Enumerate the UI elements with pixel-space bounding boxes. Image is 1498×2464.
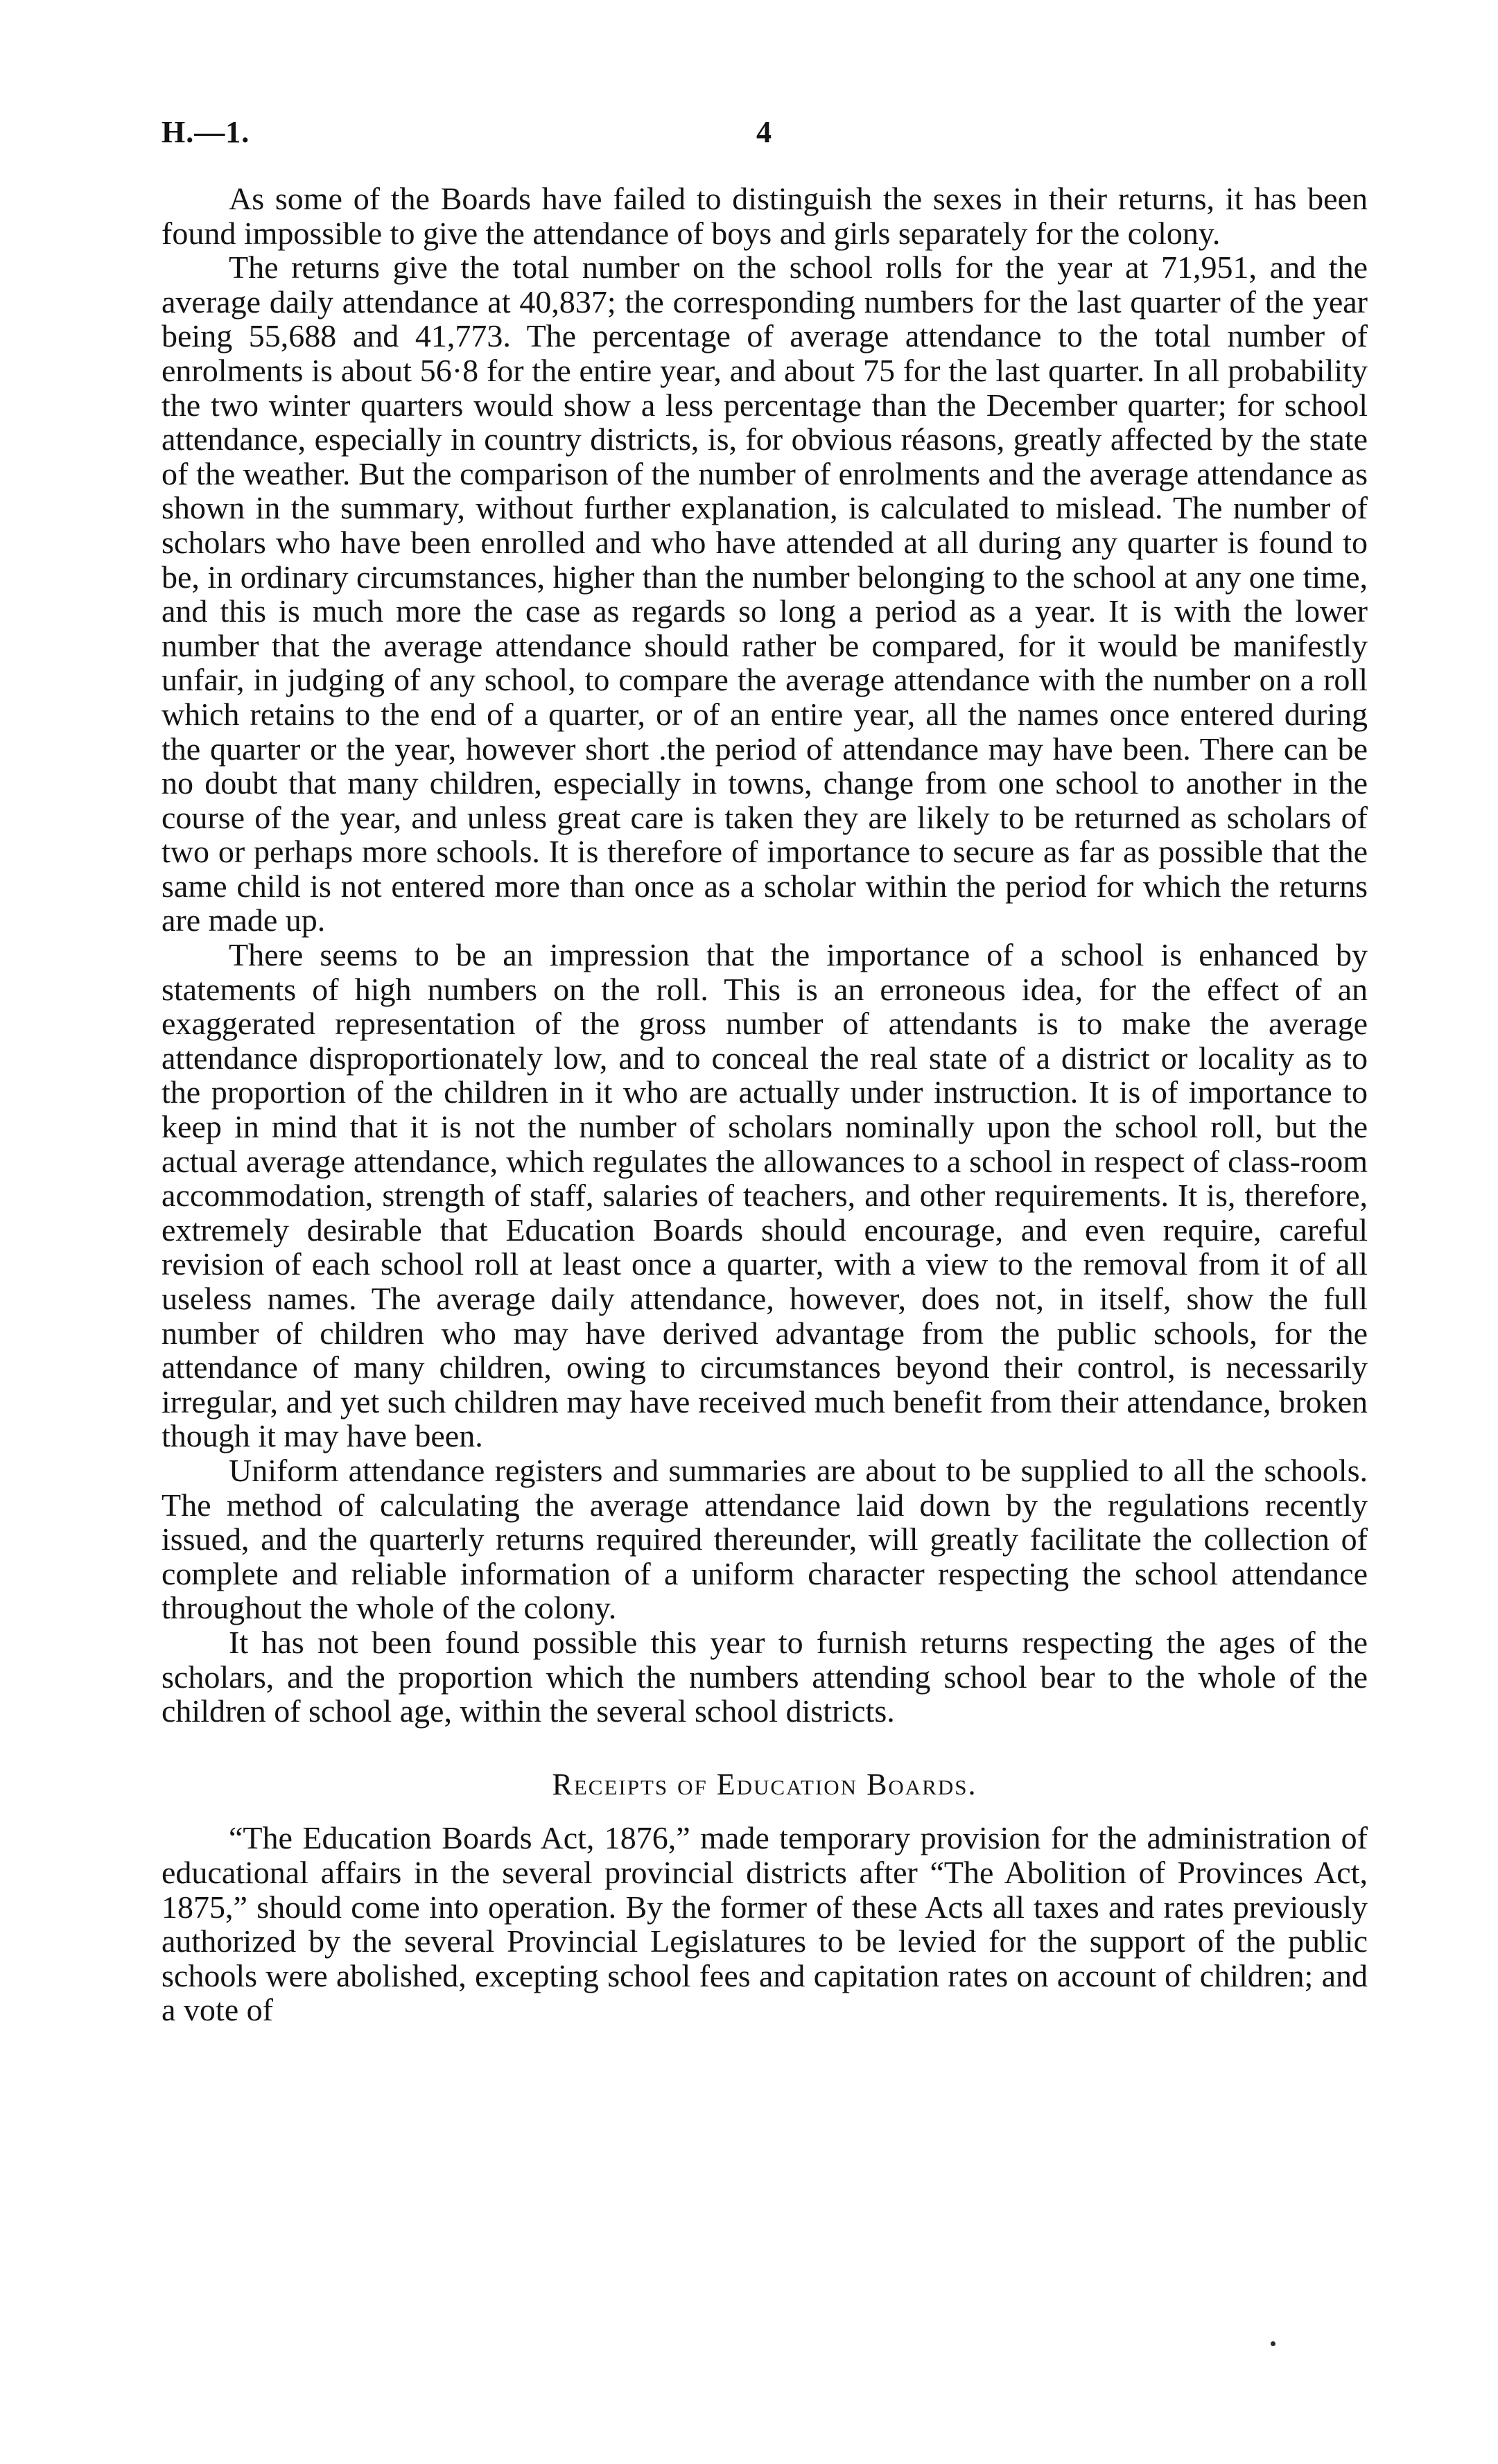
paragraph-attendance-registers: Uniform attendance registers and summaries are about to be supplied to all the schools. The method of calculating the average attendance laid down by the regulations recently issued, and the quarterly returns required thereunder, will greatly facilitate the collection of complete and reliable information of a uniform character respecting the school attendance throughout the whole of the colony. (162, 1452, 1368, 1626)
document-reference: H.—1. (162, 115, 250, 149)
ink-speck (1271, 2341, 1275, 2346)
page-header (162, 114, 1368, 156)
section-heading: Receipts of Education Boards. (552, 1767, 977, 1801)
paragraph-returns-totals: The returns give the total number on the school rolls for the year at 71,951, and the average daily attendance at 40,837; the corresponding numbers for the last quarter of the year being 55,688 and 41,773. The percentage of average attendance to the total number of enrolments is about 56·8 for the entire year, and about 75 for the last quarter. In all probability the two winter quarters would show a less percentage than the December quarter; for school attendance, especially in country districts, is, for obvious réasons, greatly affected by the state of the weather. But the comparison of the number of enrolments and the average attendance as shown in the summary, without further explanation, is calculated to mislead. The number of scholars who have been enrolled and who have attended at all during any quarter is found to be, in ordinary circumstances, higher than the number belonging to the school at any one time, and this is much more the case as regards so long a period as a year. It is with the lower number that the average attendance should rather be compared, for it would be manifestly unfair, in judging of any school, to compare the average attendance with the number on a roll which retains to the end of a quarter, or of an entire year, all the names once entered during the quarter or the year, however short .the period of attendance may have been. There can be no doubt that many children, especially in towns, change from one school to another in the course of the year, and unless great care is taken they are likely to be returned as scholars of two or perhaps more schools. It is therefore of importance to secure as far as possible that the same child is not entered more than once as a scholar within the period for which the returns are made up. (162, 250, 1368, 938)
paragraph-attendance-sexes: As some of the Boards have failed to distinguish the sexes in their returns, it has been found impossible to give the attendance of boys and girls separately for the colony. (162, 181, 1368, 251)
paragraph-roll-numbers: There seems to be an impression that the importance of a school is enhanced by statements of high numbers on the roll. This is an erroneous idea, for the effect of an exaggerated representation of the gross number of attendants is to make the average attendance disproportionately low, and to conceal the real state of a district or locality as to the proportion of the children in it who are actually under instruction. It is of importance to keep in mind that it is not the number of scholars nominally upon the school roll, but the actual average attendance, which regulates the allowances to a school in respect of class-room accommodation, strength of staff, salaries of teachers, and other requirements. It is, therefore, extremely desirable that Education Boards should encourage, and even require, careful revision of each school roll at least once a quarter, with a view to the removal from it of all useless names. The average daily attendance, however, does not, in itself, show the full number of children who may have derived advantage from the public schools, for the attendance of many children, owing to circumstances beyond their control, is necessarily irregular, and yet such children may have received much benefit from their attendance, broken though it may have been. (162, 937, 1368, 1454)
paragraph-ages-of-scholars: It has not been found possible this year to furnish returns respecting the ages of the scholars, and the proportion which the numbers attending school bear to the whole of the children of school age, within the several school districts. (162, 1624, 1368, 1729)
body-text (162, 182, 1368, 2027)
page-number: 4 (756, 115, 772, 149)
paragraph-education-boards-act: “The Education Boards Act, 1876,” made temporary provision for the administration of educational affairs in the several provincial districts after “The Abolition of Provinces Act, 1875,” should come into operation. By the former of these Acts all taxes and rates previously authorized by the several Provincial Legislatures to be levied for the support of the public schools were abolished, excepting school fees and capitation rates on account of children; and a vote of (162, 1820, 1368, 2028)
